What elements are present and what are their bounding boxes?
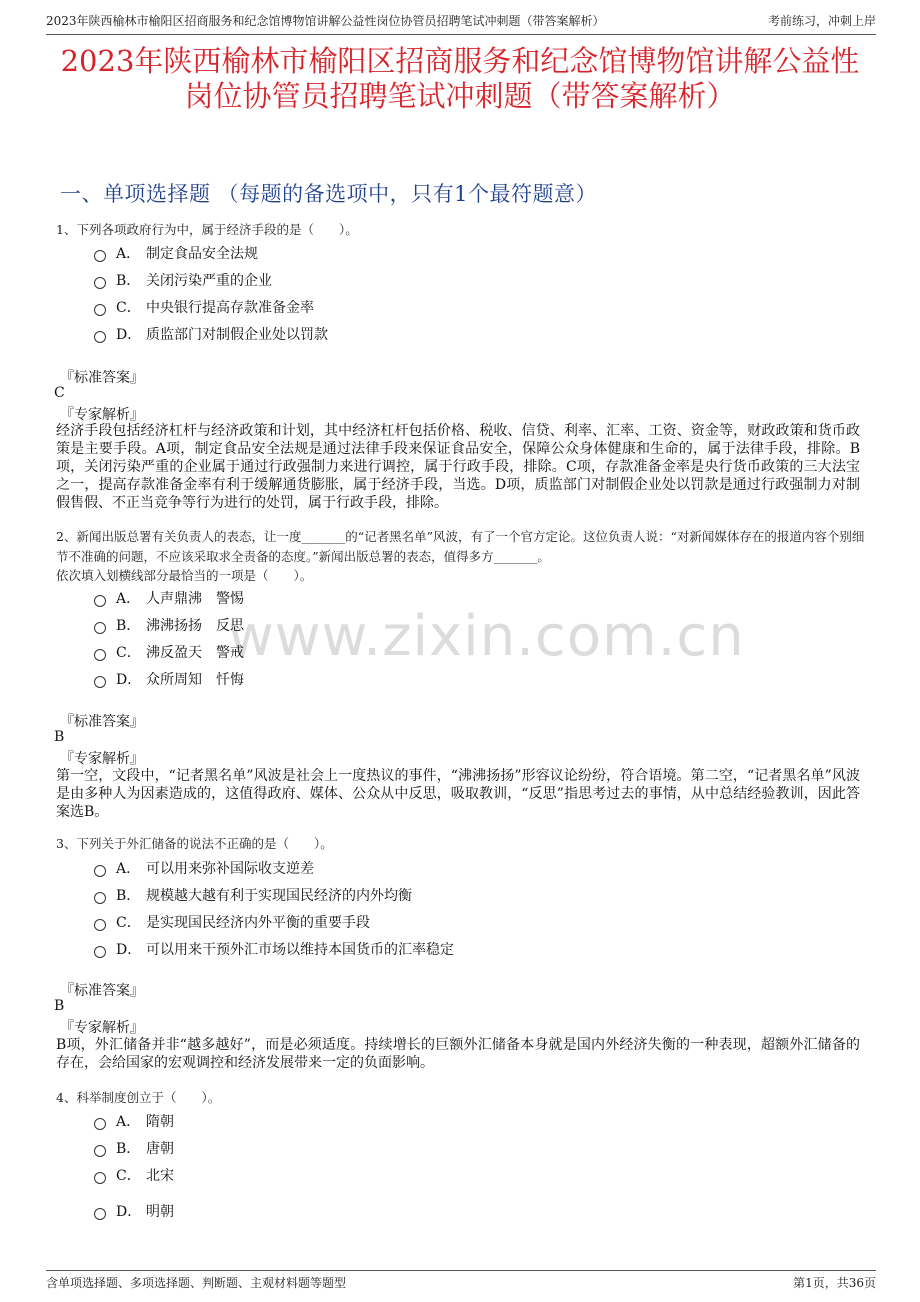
question-4-stem: 4、科举制度创立于（ ）。 (56, 1090, 221, 1105)
question-2-instruction: 依次填入划横线部分最恰当的一项是（ ）。 (56, 568, 313, 583)
q4-option-b[interactable]: B． 唐朝 (94, 1138, 174, 1158)
document-title (30, 44, 890, 114)
q1-option-a[interactable]: A． 制定食品安全法规 (94, 243, 258, 263)
radio-icon[interactable] (94, 919, 106, 931)
page-header (46, 12, 876, 35)
q4-option-d[interactable]: D． 明朝 (94, 1201, 174, 1221)
q1-answer: C (54, 385, 65, 401)
watermark: www.zixin.com.cn (228, 604, 745, 669)
title-line-2: 岗位协管员招聘笔试冲刺题（带答案解析） (184, 79, 736, 113)
radio-icon[interactable] (94, 1172, 106, 1184)
radio-icon[interactable] (94, 946, 106, 958)
radio-icon[interactable] (94, 865, 106, 877)
q1-option-c[interactable]: C． 中央银行提高存款准备金率 (94, 297, 314, 317)
title-line-1: 2023年陕西榆林市榆阳区招商服务和纪念馆博物馆讲解公益性 (60, 44, 860, 78)
header-slogan: 考前练习，冲刺上岸 (767, 14, 876, 28)
q2-answer-label: 『标准答案』 (60, 714, 144, 730)
radio-icon[interactable] (94, 1145, 106, 1157)
radio-icon[interactable] (94, 676, 106, 688)
radio-icon[interactable] (94, 277, 106, 289)
q2-option-c[interactable]: C． 沸反盈天 警戒 (94, 642, 244, 662)
radio-icon[interactable] (94, 649, 106, 661)
q2-analysis: 第一空，文段中，“记者黑名单”风波是社会上一度热议的事件，“沸沸扬扬”形容议论纷纷，符合语境。第二空，“记者黑名单”风波是由多种人为因素造成的，这值得政府、媒体、公众从中反思，吸取教训，“反思”指思考过去的事情，从中总结经验教训，因此答案选B。 (56, 768, 860, 820)
header-doc-title: 2023年陕西榆林市榆阳区招商服务和纪念馆博物馆讲解公益性岗位协管员招聘笔试冲刺题（带答案解析） (46, 14, 605, 28)
q2-answer: B (54, 729, 65, 745)
radio-icon[interactable] (94, 331, 106, 343)
question-2-stem: 2、新闻出版总署有关负责人的表态，让一度_______的“记者黑名单”风波，有了一个官方定论。这位负责人说：“对新闻媒体存在的报道内容个别细节不准确的问题，不应该采取求全责备的态度。”新闻出版总署的表态，值得多方_______。 (56, 529, 865, 564)
q1-answer-label: 『标准答案』 (60, 370, 144, 386)
question-1-stem: 1、下列各项政府行为中，属于经济手段的是（ ）。 (56, 222, 358, 237)
q1-option-b[interactable]: B． 关闭污染严重的企业 (94, 270, 272, 290)
q4-option-c[interactable]: C． 北宋 (94, 1165, 174, 1185)
q1-option-d[interactable]: D． 质监部门对制假企业处以罚款 (94, 324, 328, 344)
q2-option-d[interactable]: D． 众所周知 忏悔 (94, 669, 244, 689)
q3-option-b[interactable]: B． 规模越大越有利于实现国民经济的内外均衡 (94, 885, 412, 905)
question-3-stem: 3、下列关于外汇储备的说法不正确的是（ ）。 (56, 836, 333, 851)
radio-icon[interactable] (94, 1208, 106, 1220)
q3-analysis: B项，外汇储备并非“越多越好”，而是必须适度。持续增长的巨额外汇储备本身就是国内外经济失衡的一种表现，超额外汇储备的存在，会给国家的宏观调控和经济发展带来一定的负面影响。 (56, 1037, 860, 1071)
q1-analysis: 经济手段包括经济杠杆与经济政策和计划，其中经济杠杆包括价格、税收、信贷、利率、汇率、工资、资金等，财政政策和货币政策是主要手段。A项，制定食品安全法规是通过法律手段来保证食品安全，保障公众身体健康和生命的，属于法律手段，排除。B项，关闭污染严重的企业属于通过行政强制力来进行调控，属于行政手段，排除。C项，存款准备金率是央行货币政策的三大法宝之一，提高存款准备金率有利于缓解通货膨胀，属于经济手段，当选。D项，质监部门对制假企业处以罚款是通过行政强制力对制假售假、不正当竞争等行为进行的处罚，属于行政手段，排除。 (56, 423, 860, 511)
q3-analysis-label: 『专家解析』 (60, 1020, 144, 1036)
q3-option-d[interactable]: D． 可以用来干预外汇市场以维持本国货币的汇率稳定 (94, 939, 454, 959)
q3-answer-label: 『标准答案』 (60, 983, 144, 999)
radio-icon[interactable] (94, 622, 106, 634)
q2-option-a[interactable]: A． 人声鼎沸 警惕 (94, 588, 244, 608)
q3-option-a[interactable]: A． 可以用来弥补国际收支逆差 (94, 858, 314, 878)
q3-option-c[interactable]: C． 是实现国民经济内外平衡的重要手段 (94, 912, 370, 932)
section-heading: 一、单项选择题 （每题的备选项中，只有1个最符题意） (60, 182, 598, 206)
q2-option-b[interactable]: B． 沸沸扬扬 反思 (94, 615, 244, 635)
radio-icon[interactable] (94, 1118, 106, 1130)
q2-analysis-label: 『专家解析』 (60, 751, 144, 767)
q1-analysis-label: 『专家解析』 (60, 407, 144, 423)
q3-answer: B (54, 998, 65, 1014)
footer-question-types: 含单项选择题、多项选择题、判断题、主观材料题等题型 (46, 1276, 347, 1290)
radio-icon[interactable] (94, 892, 106, 904)
radio-icon[interactable] (94, 595, 106, 607)
page-footer (46, 1270, 876, 1291)
q4-option-a[interactable]: A． 隋朝 (94, 1111, 174, 1131)
footer-page-number: 第1页，共36页 (793, 1276, 876, 1290)
radio-icon[interactable] (94, 250, 106, 262)
radio-icon[interactable] (94, 304, 106, 316)
